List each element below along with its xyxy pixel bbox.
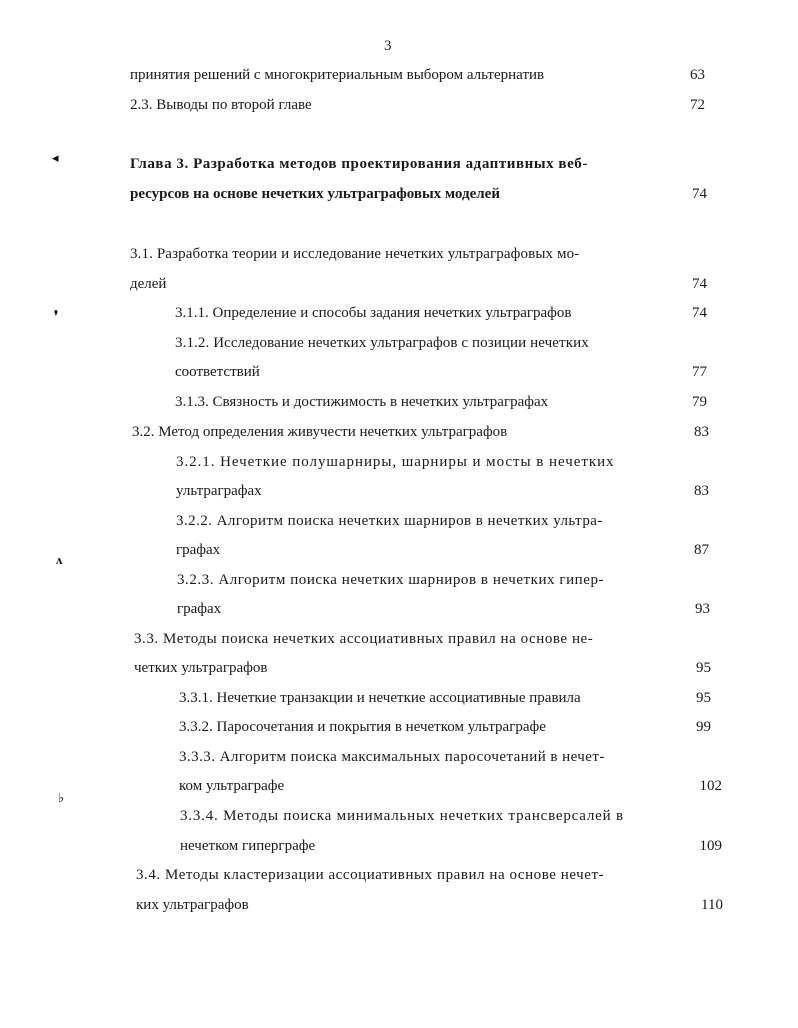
toc-entry-text: графах bbox=[176, 542, 221, 558]
toc-entry-text: 3.3.4. Методы поиска минимальных нечетких трансверсалей в bbox=[180, 808, 624, 824]
toc-entry-text: принятия решений с многокритериальным выбором альтернатив bbox=[130, 67, 545, 83]
toc-entry-page: 74 bbox=[692, 276, 707, 292]
toc-entry-text: 3.2. Метод определения живучести нечетких ультраграфов bbox=[132, 424, 508, 440]
toc-entry-page: 83 bbox=[694, 424, 709, 440]
toc-entry-page: 74 bbox=[692, 305, 707, 321]
scan-mark: ♭ bbox=[58, 790, 65, 805]
toc-entry-text: ультраграфах bbox=[176, 483, 262, 499]
toc-entry-text: делей bbox=[130, 276, 167, 292]
toc-entry-page: 72 bbox=[690, 97, 705, 113]
toc-entry-page: 83 bbox=[694, 483, 709, 499]
toc-entry-text: ком ультраграфе bbox=[179, 778, 285, 794]
scan-mark: ❜ bbox=[54, 308, 59, 323]
scan-mark: ʌ bbox=[56, 552, 63, 567]
toc-entry-text: 3.2.1. Нечеткие полушарниры, шарниры и мосты в нечетких bbox=[176, 454, 615, 470]
toc-entry-page: 95 bbox=[696, 660, 711, 676]
toc-entry-text: 3.2.2. Алгоритм поиска нечетких шарниров в нечетких ультра- bbox=[176, 513, 603, 529]
toc-entry-page: 95 bbox=[696, 690, 711, 706]
toc-entry-text: 3.1.2. Исследование нечетких ультраграфов с позиции нечетких bbox=[175, 335, 589, 351]
toc-entry-page: 74 bbox=[692, 186, 707, 202]
toc-entry-text: 3.3.2. Паросочетания и покрытия в нечетком ультраграфе bbox=[179, 719, 546, 735]
toc-entry-text: 3.1.3. Связность и достижимость в нечетких ультраграфах bbox=[175, 394, 549, 410]
toc-entry-page: 110 bbox=[701, 897, 723, 913]
toc-entry-page: 77 bbox=[692, 364, 707, 380]
chapter-heading: Глава 3. Разработка методов проектирования адаптивных веб- bbox=[130, 156, 588, 172]
toc-entry-text: ких ультраграфов bbox=[136, 897, 249, 913]
toc-entry-text: 2.3. Выводы по второй главе bbox=[130, 97, 312, 113]
toc-entry-text: 3.3.1. Нечеткие транзакции и нечеткие ассоциативные правила bbox=[179, 690, 581, 706]
toc-entry-text: 3.2.3. Алгоритм поиска нечетких шарниров в нечетких гипер- bbox=[177, 572, 605, 588]
toc-entry-text: 3.4. Методы кластеризации ассоциативных правил на основе нечет- bbox=[136, 867, 605, 883]
toc-entry-text: соответствий bbox=[175, 364, 260, 380]
page-number: 3 bbox=[384, 38, 392, 54]
toc-entry-text: 3.3. Методы поиска нечетких ассоциативных правил на основе не- bbox=[134, 631, 594, 647]
toc-entry-text: четких ультраграфов bbox=[134, 660, 268, 676]
scan-mark: ◂ bbox=[52, 150, 59, 165]
toc-entry-text: 3.1. Разработка теории и исследование нечетких ультраграфовых мо- bbox=[130, 246, 580, 262]
toc-entry-page: 87 bbox=[694, 542, 709, 558]
toc-entry-text: 3.1.1. Определение и способы задания нечетких ультраграфов bbox=[175, 305, 572, 321]
toc-entry-page: 93 bbox=[695, 601, 710, 617]
toc-entry-page: 63 bbox=[690, 67, 705, 83]
toc-entry-page: 99 bbox=[696, 719, 711, 735]
chapter-heading: ресурсов на основе нечетких ультраграфовых моделей bbox=[130, 186, 500, 202]
toc-entry-text: графах bbox=[177, 601, 222, 617]
toc-entry-text: 3.3.3. Алгоритм поиска максимальных паросочетаний в нечет- bbox=[179, 749, 605, 765]
toc-entry-text: нечетком гиперграфе bbox=[180, 838, 316, 854]
toc-entry-page: 102 bbox=[699, 778, 722, 794]
toc-entry-page: 79 bbox=[692, 394, 707, 410]
toc-entry-page: 109 bbox=[699, 838, 722, 854]
